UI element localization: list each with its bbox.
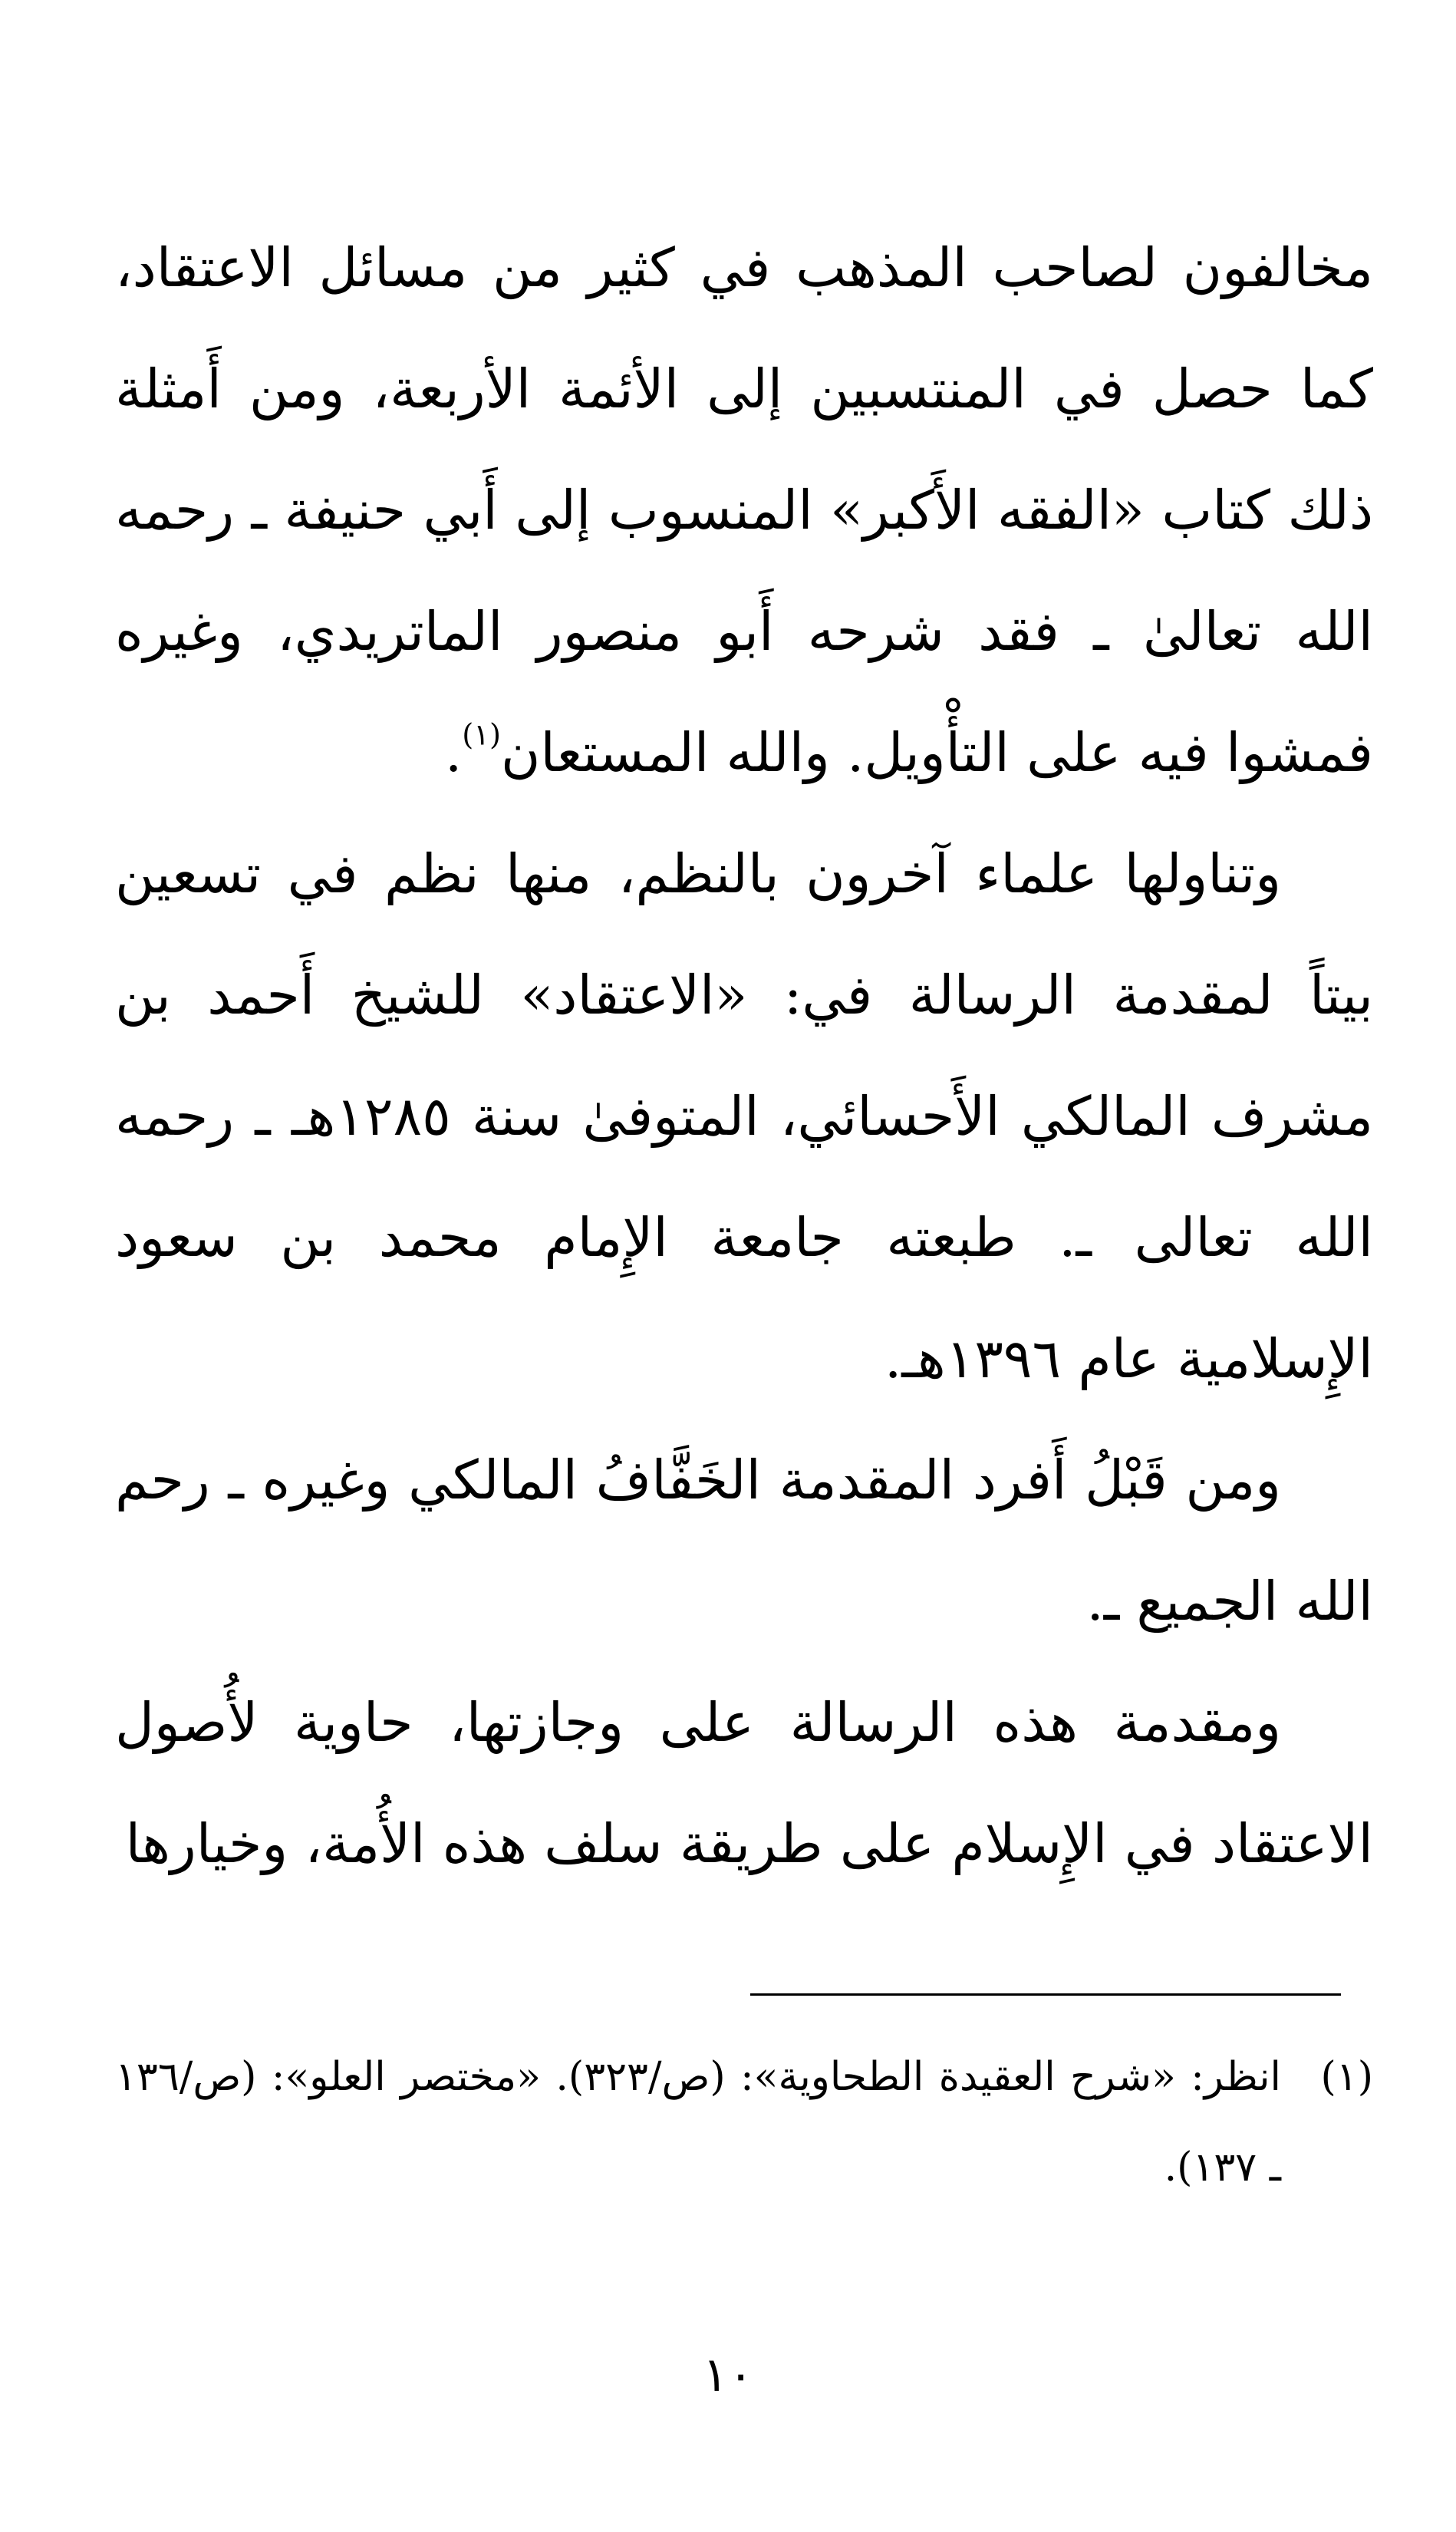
footnotes [115, 2032, 1373, 2213]
footnote-separator [750, 1993, 1341, 1996]
footnote-1 [115, 2032, 1373, 2213]
main-text [115, 207, 1373, 1904]
paragraph-1 [115, 207, 1373, 813]
footnote-text: انظر: «شرح العقيدة الطحاوية»: (ص/٣٢٣). «مختصر العلو»: (ص/١٣٦ ـ ١٣٧). [115, 2054, 1282, 2191]
paragraph-3: ومن قَبْلُ أَفرد المقدمة الخَفَّافُ المالكي وغيره ـ رحم الله الجميع ـ. [115, 1449, 1373, 1633]
paragraph-4: ومقدمة هذه الرسالة على وجازتها، حاوية لأُصول الاعتقاد في الإِسلام على طريقة سلف هذه الأُمة، وخيارها [115, 1691, 1373, 1875]
footnote-marker: (١) [1320, 2054, 1373, 2100]
paragraph-1-end: . [444, 721, 463, 784]
page-number: ١٠ [702, 2346, 754, 2402]
paragraph-1-text: مخالفون لصاحب المذهب في كثير من مسائل الاعتقاد، كما حصل في المنتسبين إلى الأئمة الأربعة، ومن أَمثلة ذلك كتاب «الفقه الأَكبر» المنسوب إلى أَبي حنيفة ـ رحمه الله تعالىٰ ـ فقد شرحه أَبو منصور الماتريدي، وغيره فمشوا فيه على التأْويل. والله المستعان [115, 236, 1373, 784]
footnote-reference: (١) [462, 717, 501, 753]
paragraph-2: وتناولها علماء آخرون بالنظم، منها نظم في تسعين بيتاً لمقدمة الرسالة في: «الاعتقاد» للشيخ أَحمد بن مشرف المالكي الأَحسائي، المتوفىٰ سنة ١٢٨٥هـ ـ رحمه الله تعالى ـ. طبعته جامعة الإِمام محمد بن سعود الإِسلامية عام ١٣٩٦هـ. [115, 842, 1374, 1390]
